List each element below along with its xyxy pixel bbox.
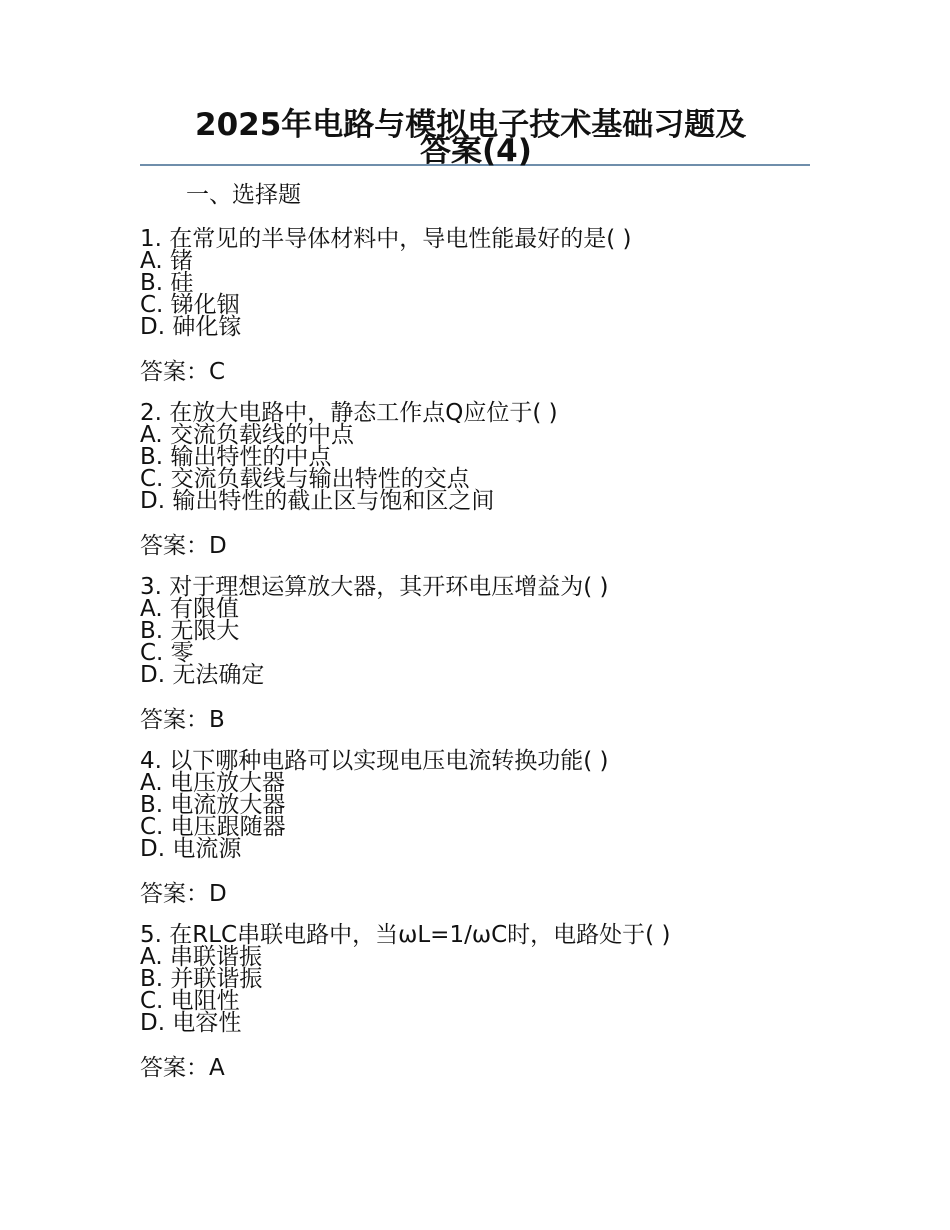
option-c: C. 电阻性 — [140, 988, 240, 1014]
option-a: A. 交流负载线的中点 — [140, 422, 354, 448]
question-stem: 2. 在放大电路中，静态工作点Q应位于( ) — [140, 400, 558, 426]
question-stem: 3. 对于理想运算放大器，其开环电压增益为( ) — [140, 574, 609, 600]
option-a: A. 有限值 — [140, 596, 239, 622]
option-d: D. 电容性 — [140, 1010, 242, 1036]
answer: 答案：D — [140, 533, 227, 559]
option-b: B. 硅 — [140, 270, 194, 296]
question-1 — [140, 228, 820, 386]
option-b: B. 电流放大器 — [140, 792, 286, 818]
option-b: B. 并联谐振 — [140, 966, 263, 992]
option-a: A. 锗 — [140, 248, 193, 274]
option-c: C. 锑化铟 — [140, 292, 240, 318]
option-b: B. 无限大 — [140, 618, 240, 644]
option-c: C. 交流负载线与输出特性的交点 — [140, 466, 470, 492]
question-stem: 5. 在RLC串联电路中，当ωL=1/ωC时，电路处于( ) — [140, 922, 671, 948]
option-b: B. 输出特性的中点 — [140, 444, 332, 470]
answer: 答案：A — [140, 1055, 225, 1081]
option-a: A. 电压放大器 — [140, 770, 285, 796]
title-line-1: 2025年电路与模拟电子技术基础习题及 — [195, 107, 747, 143]
option-c: C. 电压跟随器 — [140, 814, 286, 840]
option-d: D. 电流源 — [140, 836, 242, 862]
question-4 — [140, 750, 820, 908]
question-stem: 1. 在常见的半导体材料中，导电性能最好的是( ) — [140, 226, 632, 252]
document-title — [140, 104, 810, 169]
option-a: A. 串联谐振 — [140, 944, 262, 970]
section-heading: 一、选择题 — [186, 182, 301, 208]
question-stem: 4. 以下哪种电路可以实现电压电流转换功能( ) — [140, 748, 609, 774]
title-line-2: 答案(4) — [420, 133, 532, 169]
question-2 — [140, 402, 820, 560]
answer: 答案：C — [140, 359, 226, 385]
option-d: D. 砷化镓 — [140, 314, 242, 340]
question-3 — [140, 576, 820, 734]
option-d: D. 无法确定 — [140, 662, 265, 688]
option-d: D. 输出特性的截止区与饱和区之间 — [140, 488, 495, 514]
option-c: C. 零 — [140, 640, 194, 666]
question-5 — [140, 924, 820, 1082]
answer: 答案：B — [140, 707, 225, 733]
answer: 答案：D — [140, 881, 227, 907]
